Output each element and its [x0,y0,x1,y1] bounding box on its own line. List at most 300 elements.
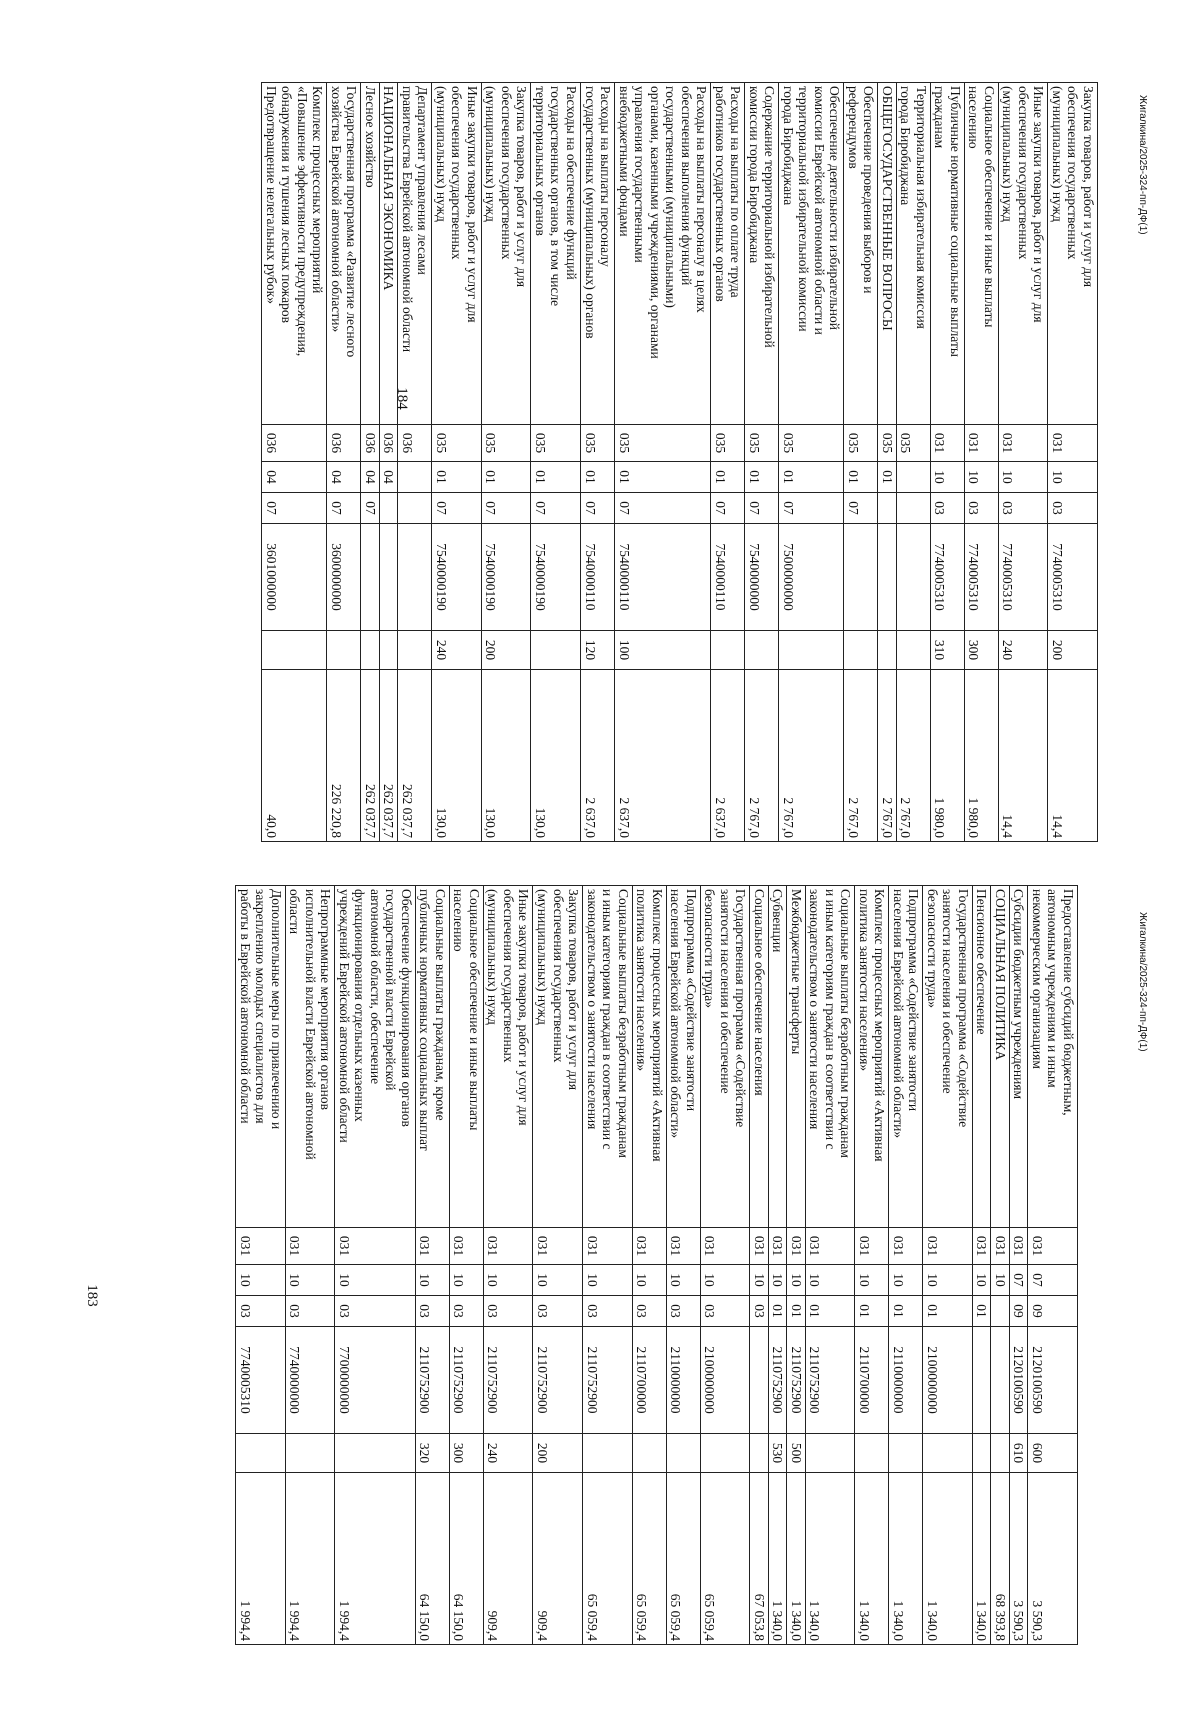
ministry-code: 031 [787,1228,806,1265]
expense-type-code [236,1434,286,1473]
section-code: 10 [700,1265,750,1296]
amount: 1 340,0 [855,1473,889,1645]
target-item-code: 2120100590 [1028,1327,1078,1434]
page-183 [0,862,1200,1724]
row-name: Социальное обеспечение и иные выплаты населению [449,886,483,1228]
ministry-code: 035 [615,425,711,462]
amount: 262 037,7 [361,670,380,842]
table-row [581,83,615,842]
target-item-code [750,1327,769,1434]
table-row [923,886,973,1645]
expense-type-code: 600 [1028,1434,1078,1473]
expense-type-code [361,631,380,670]
ministry-code: 031 [285,1228,335,1265]
target-item-code [896,524,930,631]
section-code: 10 [972,1265,991,1296]
row-name: Иные закупки товаров, работ и услуг для обеспечения государственных (муниципальных) нужд [483,886,533,1228]
expense-type-code [398,631,432,670]
expense-type-code [711,631,745,670]
table-row [449,886,483,1645]
row-name: Департамент управления лесами правительства Еврейской автономной области [398,83,432,425]
section-code: 01 [711,462,745,493]
section-code: 10 [666,1265,700,1296]
expense-type-code: 300 [449,1434,483,1473]
row-name: Государственная программа «Развитие лесного хозяйства Еврейской автономной области» [327,83,361,425]
table-row [768,886,787,1645]
expense-type-code [745,631,779,670]
ministry-code: 031 [923,1228,973,1265]
table-row [615,83,711,842]
ministry-code: 031 [335,1228,416,1265]
expense-type-code [666,1434,700,1473]
table-row [1048,83,1098,842]
target-item-code: 7500000000 [779,524,844,631]
table-row [1009,886,1028,1645]
target-item-code: 2110000000 [666,1327,700,1434]
table-row [432,83,482,842]
section-code: 10 [449,1265,483,1296]
row-name: Расходы на выплаты персоналу государственных (муниципальных) органов [581,83,615,425]
row-name: Подпрограмма «Содействие занятости населения Еврейской автономной области» [666,886,700,1228]
row-name: Расходы на обеспечение функций государственных органов, в том числе территориальных органов [531,83,581,425]
row-name: Субвенции [768,886,787,1228]
target-item-code: 2110752900 [805,1327,855,1434]
subsection-code: 01 [805,1296,855,1327]
row-name: Обеспечение функционирования органов государственной власти Еврейской автономной области, обеспечение функционирования отдельных казенных учреждений Еврейской автономной области [335,886,416,1228]
subsection-code: 03 [533,1296,583,1327]
subsection-code: 03 [700,1296,750,1327]
ministry-code: 035 [531,425,581,462]
table-row [632,886,666,1645]
table-row [481,83,531,842]
target-item-code [379,524,398,631]
amount: 2 637,0 [581,670,615,842]
expense-type-code: 100 [615,631,711,670]
section-code: 10 [964,462,998,493]
table-row [398,83,432,842]
row-name: НАЦИОНАЛЬНАЯ ЭКОНОМИКА [379,83,398,425]
subsection-code: 01 [889,1296,923,1327]
ministry-code: 036 [361,425,380,462]
target-item-code: 7540000190 [432,524,482,631]
subsection-code [398,493,432,524]
subsection-code: 07 [581,493,615,524]
amount: 67 053,8 [750,1473,769,1645]
amount: 2 637,0 [711,670,745,842]
target-item-code: 2120100590 [1009,1327,1028,1434]
amount: 1 340,0 [889,1473,923,1645]
row-name: Обеспечение проведения выборов и референдумов [844,83,878,425]
target-item-code: 2100000000 [923,1327,973,1434]
section-code: 04 [327,462,361,493]
section-code: 01 [581,462,615,493]
expense-type-code: 240 [483,1434,533,1473]
section-code: 10 [750,1265,769,1296]
section-code: 10 [533,1265,583,1296]
amount: 130,0 [481,670,531,842]
section-code: 04 [262,462,327,493]
row-name: Государственная программа «Содействие занятости населения и обеспечение безопасности труда» [923,886,973,1228]
budget-table [261,82,1098,842]
section-code: 10 [285,1265,335,1296]
section-code: 10 [483,1265,533,1296]
ministry-code: 035 [432,425,482,462]
expense-type-code [285,1434,335,1473]
section-code: 10 [583,1265,633,1296]
section-code: 01 [615,462,711,493]
section-code: 10 [236,1265,286,1296]
expense-type-code [750,1434,769,1473]
ministry-code: 035 [878,425,897,462]
expense-type-code [327,631,361,670]
table-row [361,83,380,842]
subsection-code: 01 [855,1296,889,1327]
table-row [583,886,633,1645]
section-code: 10 [787,1265,806,1296]
ministry-code: 031 [1048,425,1098,462]
ministry-code: 031 [700,1228,750,1265]
expense-type-code: 200 [481,631,531,670]
table-row [483,886,533,1645]
row-name: Социальные выплаты безработным гражданам и иным категориям граждан в соответствии с законодательством о занятости населения [583,886,633,1228]
ministry-code: 031 [855,1228,889,1265]
ministry-code: 031 [1009,1228,1028,1265]
subsection-code: 03 [964,493,998,524]
row-name: Пенсионное обеспечение [972,886,991,1228]
ministry-code: 031 [930,425,964,462]
target-item-code: 7540000000 [745,524,779,631]
ministry-code: 031 [483,1228,533,1265]
table-row [531,83,581,842]
section-code: 10 [998,462,1048,493]
row-name: Предоставление субсидий бюджетным, автономным учреждениям и иным некоммерческим организациям [1028,886,1078,1228]
row-name: Комплекс процессных мероприятий «Повышение эффективности предупреждения, обнаружения и тушения лесных пожаров Предотвращение нелегальных рубок» [262,83,327,425]
ministry-code: 031 [583,1228,633,1265]
amount: 262 037,7 [379,670,398,842]
table-row [700,886,750,1645]
subsection-code: 01 [787,1296,806,1327]
section-code: 01 [481,462,531,493]
row-name: Иные закупки товаров, работ и услуг для обеспечения государственных (муниципальных) нужд [998,83,1048,425]
section-code: 01 [531,462,581,493]
ministry-code: 031 [533,1228,583,1265]
target-item-code: 7740005310 [964,524,998,631]
table-row [878,83,897,842]
ministry-code: 031 [236,1228,286,1265]
amount: 1 994,4 [335,1473,416,1645]
amount: 3 590,3 [1009,1473,1028,1645]
table-row [533,886,583,1645]
amount: 1 340,0 [805,1473,855,1645]
subsection-code: 03 [998,493,1048,524]
subsection-code: 09 [1028,1296,1078,1327]
subsection-code: 03 [750,1296,769,1327]
subsection-code: 07 [361,493,380,524]
row-name: Содержание территориальной избирательной комиссии города Биробиджана [745,83,779,425]
ministry-code: 035 [745,425,779,462]
expense-type-code [583,1434,633,1473]
expense-type-code [700,1434,750,1473]
amount: 1 994,4 [285,1473,335,1645]
section-code: 10 [923,1265,973,1296]
amount: 1 340,0 [923,1473,973,1645]
subsection-code: 07 [711,493,745,524]
amount: 40,0 [262,670,327,842]
table-row [262,83,327,842]
row-name: Комплекс процессных мероприятий «Активная политика занятости населения» [632,886,666,1228]
target-item-code: 7540000110 [615,524,711,631]
ministry-code: 031 [750,1228,769,1265]
section-code: 01 [432,462,482,493]
row-name: Государственная программа «Содействие занятости населения и обеспечение безопасности труда» [700,886,750,1228]
ministry-code: 031 [998,425,1048,462]
amount: 1 994,4 [236,1473,286,1645]
section-code: 10 [930,462,964,493]
row-name: ОБЩЕГОСУДАРСТВЕННЫЕ ВОПРОСЫ [878,83,897,425]
ministry-code: 035 [481,425,531,462]
section-code: 07 [1028,1265,1078,1296]
table-row [666,886,700,1645]
page-184 [0,0,1200,862]
target-item-code: 2110752900 [415,1327,449,1434]
section-code [398,462,432,493]
target-item-code [844,524,878,631]
ministry-code: 031 [768,1228,787,1265]
ministry-code: 031 [1028,1228,1078,1265]
subsection-code: 03 [930,493,964,524]
row-name: Закупка товаров, работ и услуг для обеспечения государственных (муниципальных) нужд [533,886,583,1228]
page-number: 183 [83,1284,100,1307]
target-item-code: 7740005310 [930,524,964,631]
expense-type-code: 610 [1009,1434,1028,1473]
ministry-code: 035 [896,425,930,462]
row-name: Территориальная избирательная комиссия города Биробиджана [896,83,930,425]
section-code: 01 [844,462,878,493]
target-item-code: 2110752900 [483,1327,533,1434]
amount: 2 767,0 [844,670,878,842]
amount: 909,4 [533,1473,583,1645]
target-item-code: 2110752900 [768,1327,787,1434]
target-item-code [878,524,897,631]
target-item-code [398,524,432,631]
target-item-code: 7740005310 [998,524,1048,631]
amount: 65 059,4 [583,1473,633,1645]
page-number: 184 [393,387,410,410]
subsection-code: 03 [449,1296,483,1327]
ministry-code: 031 [964,425,998,462]
subsection-code [878,493,897,524]
row-name: Межбюджетные трансферты [787,886,806,1228]
amount: 65 059,4 [632,1473,666,1645]
ministry-code: 035 [779,425,844,462]
ministry-code: 031 [991,1228,1010,1265]
expense-type-code [632,1434,666,1473]
expense-type-code: 310 [930,631,964,670]
ministry-code: 036 [327,425,361,462]
ministry-code: 031 [805,1228,855,1265]
table-row [972,886,991,1645]
ministry-code: 035 [581,425,615,462]
subsection-code: 07 [844,493,878,524]
section-code: 01 [878,462,897,493]
expense-type-code [844,631,878,670]
target-item-code: 3601000000 [262,524,327,631]
subsection-code: 01 [923,1296,973,1327]
subsection-code: 03 [483,1296,533,1327]
expense-type-code [878,631,897,670]
target-item-code: 7740000000 [285,1327,335,1434]
amount: 1 340,0 [768,1473,787,1645]
row-name: Социальные выплаты безработным гражданам и иным категориям граждан в соответствии с законодательством о занятости населения [805,886,855,1228]
target-item-code: 2110752900 [787,1327,806,1434]
row-name: Закупка товаров, работ и услуг для обеспечения государственных (муниципальных) нужд [1048,83,1098,425]
table-frame [235,885,1078,1645]
expense-type-code: 240 [432,631,482,670]
amount: 1 980,0 [964,670,998,842]
expense-type-code [262,631,327,670]
target-item-code [361,524,380,631]
amount: 14,4 [998,670,1048,842]
target-item-code: 7700000000 [335,1327,416,1434]
row-name: Комплекс процессных мероприятий «Активная политика занятости населения» [855,886,889,1228]
subsection-code: 03 [666,1296,700,1327]
target-item-code: 7540000110 [581,524,615,631]
amount: 262 037,7 [398,670,432,842]
table-row [711,83,745,842]
amount: 130,0 [531,670,581,842]
subsection-code: 07 [745,493,779,524]
table-row [805,886,855,1645]
subsection-code: 07 [531,493,581,524]
amount: 65 059,4 [666,1473,700,1645]
ministry-code: 031 [889,1228,923,1265]
expense-type-code: 240 [998,631,1048,670]
row-name: Публичные нормативные социальные выплаты гражданам [930,83,964,425]
target-item-code: 2110752900 [583,1327,633,1434]
section-code: 10 [415,1265,449,1296]
ministry-code: 036 [262,425,327,462]
subsection-code: 07 [432,493,482,524]
target-item-code: 7740005310 [236,1327,286,1434]
expense-type-code: 300 [964,631,998,670]
target-item-code: 7740005310 [1048,524,1098,631]
expense-type-code [889,1434,923,1473]
amount: 68 393,8 [991,1473,1010,1645]
expense-type-code: 200 [1048,631,1098,670]
ministry-code: 036 [379,425,398,462]
row-name: Лесное хозяйство [361,83,380,425]
table-row [745,83,779,842]
subsection-code: 07 [481,493,531,524]
table-row [998,83,1048,842]
target-item-code: 7540000190 [481,524,531,631]
page-footer: Жигалкина/2025-324-пп-ДФ(1) [1137,95,1148,235]
amount: 2 767,0 [896,670,930,842]
table-row [855,886,889,1645]
target-item-code: 2110752900 [533,1327,583,1434]
section-code: 04 [361,462,380,493]
table-row [896,83,930,842]
expense-type-code [896,631,930,670]
amount: 1 340,0 [787,1473,806,1645]
expense-type-code [335,1434,416,1473]
subsection-code: 03 [285,1296,335,1327]
section-code: 01 [745,462,779,493]
subsection-code [896,493,930,524]
table-row [964,83,998,842]
section-code: 04 [379,462,398,493]
expense-type-code [531,631,581,670]
subsection-code: 03 [335,1296,416,1327]
section-code: 10 [991,1265,1010,1296]
amount: 3 590,3 [1028,1473,1078,1645]
page-footer: Жигалкина/2025-324-пп-ДФ(1) [1137,912,1148,1052]
amount: 909,4 [483,1473,533,1645]
amount: 64 150,0 [415,1473,449,1645]
expense-type-code [779,631,844,670]
row-name: Социальное обеспечение и иные выплаты населению [964,83,998,425]
table-row [750,886,769,1645]
target-item-code: 2100000000 [700,1327,750,1434]
expense-type-code [991,1434,1010,1473]
amount: 130,0 [432,670,482,842]
section-code [896,462,930,493]
row-name: Социальное обеспечение населения [750,886,769,1228]
ministry-code: 031 [415,1228,449,1265]
section-code: 10 [889,1265,923,1296]
subsection-code: 03 [415,1296,449,1327]
subsection-code: 09 [1009,1296,1028,1327]
table-row [991,886,1010,1645]
budget-table [235,885,1078,1645]
row-name: Непрограммные мероприятия органов исполнительной власти Еврейской автономной области [285,886,335,1228]
subsection-code [379,493,398,524]
target-item-code: 3600000000 [327,524,361,631]
table-row [787,886,806,1645]
amount: 226 220,8 [327,670,361,842]
target-item-code: 7540000110 [711,524,745,631]
subsection-code: 07 [262,493,327,524]
expense-type-code [805,1434,855,1473]
ministry-code: 036 [398,425,432,462]
table-frame [261,82,1098,842]
section-code: 10 [335,1265,416,1296]
amount: 1 340,0 [972,1473,991,1645]
table-row [1028,886,1078,1645]
table-row [335,886,416,1645]
subsection-code: 01 [768,1296,787,1327]
subsection-code: 03 [1048,493,1098,524]
subsection-code: 07 [615,493,711,524]
amount: 2 637,0 [615,670,711,842]
target-item-code: 2110700000 [855,1327,889,1434]
amount: 64 150,0 [449,1473,483,1645]
ministry-code: 031 [449,1228,483,1265]
table-row [779,83,844,842]
target-item-code [991,1327,1010,1434]
table-row [844,83,878,842]
expense-type-code: 530 [768,1434,787,1473]
section-code: 10 [805,1265,855,1296]
expense-type-code: 120 [581,631,615,670]
expense-type-code: 320 [415,1434,449,1473]
subsection-code: 03 [632,1296,666,1327]
table-row [236,886,286,1645]
subsection-code: 03 [236,1296,286,1327]
row-name: Дополнительные меры по привлечению и закреплению молодых специалистов для работы в Еврейской автономной области [236,886,286,1228]
expense-type-code [923,1434,973,1473]
section-code: 10 [768,1265,787,1296]
